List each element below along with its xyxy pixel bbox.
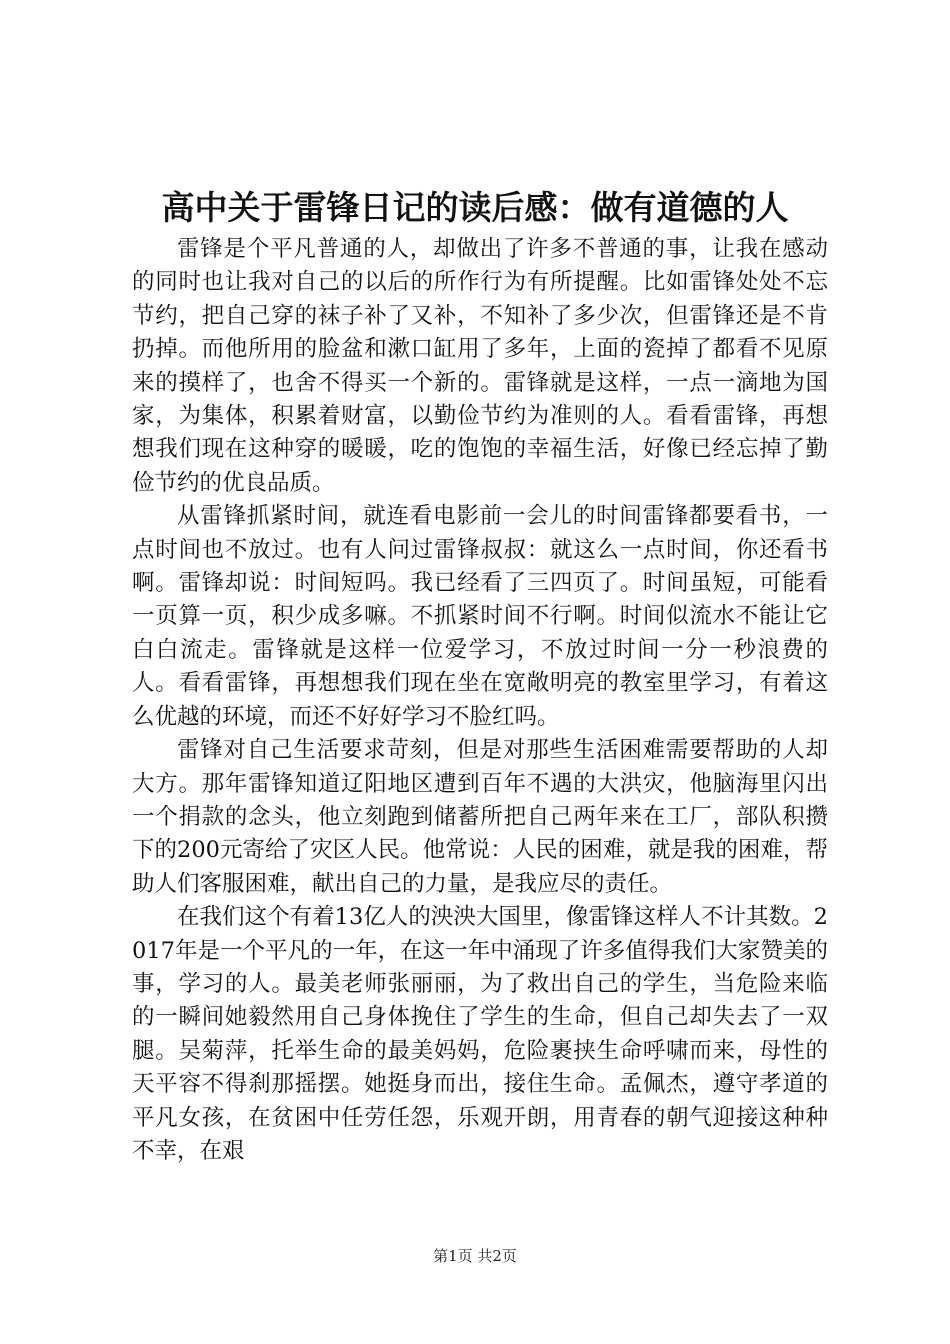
document-body bbox=[132, 233, 828, 1168]
paragraph: 从雷锋抓紧时间，就连看电影前一会儿的时间雷锋都要看书，一点时间也不放过。也有人问过雷锋叔叔：就这么一点时间，你还看书啊。雷锋却说：时间短吗。我已经看了三四页了。时间虽短，可能看一页算一页，积少成多嘛。不抓紧时间不行啊。时间似流水不能让它白白流走。雷锋就是这样一位爱学习，不放过时间一分一秒浪费的人。看看雷锋，再想想我们现在坐在宽敞明亮的教室里学习，有着这么优越的环境，而还不好好学习不脸红吗。 bbox=[132, 503, 828, 730]
paragraph: 雷锋对自己生活要求苛刻，但是对那些生活困难需要帮助的人却大方。那年雷锋知道辽阳地区遭到百年不遇的大洪灾，他脑海里闪出一个捐款的念头，他立刻跑到储蓄所把自己两年来在工厂，部队积攒下的200元寄给了灾区人民。他常说：人民的困难，就是我的困难，帮助人们客服困难，献出自己的力量，是我应尽的责任。 bbox=[132, 737, 828, 897]
paragraph: 在我们这个有着13亿人的泱泱大国里，像雷锋这样人不计其数。2017年是一个平凡的一年，在这一年中涌现了许多值得我们大家赞美的事，学习的人。最美老师张丽丽，为了救出自己的学生，当危险来临的一瞬间她毅然用自己身体挽住了学生的生命，但自己却失去了一双腿。吴菊萍，托举生命的最美妈妈，危险裹挟生命呼啸而来，母性的天平容不得刹那摇摆。她挺身而出，接住生命。孟佩杰，遵守孝道的平凡女孩，在贫困中任劳任怨，乐观开朗，用青春的朝气迎接这种种不幸，在艰 bbox=[132, 904, 828, 1164]
document-title: 高中关于雷锋日记的读后感：做有道德的人 bbox=[161, 188, 789, 227]
page-footer: 第1页 共2页 bbox=[433, 1247, 517, 1265]
paragraph: 雷锋是个平凡普通的人，却做出了许多不普通的事，让我在感动的同时也让我对自己的以后的所作行为有所提醒。比如雷锋处处不忘节约，把自己穿的袜子补了又补，不知补了多少次，但雷锋还是不肯扔掉。而他所用的脸盆和漱口缸用了多年，上面的瓷掉了都看不见原来的摸样了，也舍不得买一个新的。雷锋就是这样，一点一滴地为国家，为集体，积累着财富，以勤俭节约为准则的人。看看雷锋，再想想我们现在这种穿的暖暖，吃的饱饱的幸福生活，好像已经忘掉了勤俭节约的优良品质。 bbox=[132, 236, 828, 496]
